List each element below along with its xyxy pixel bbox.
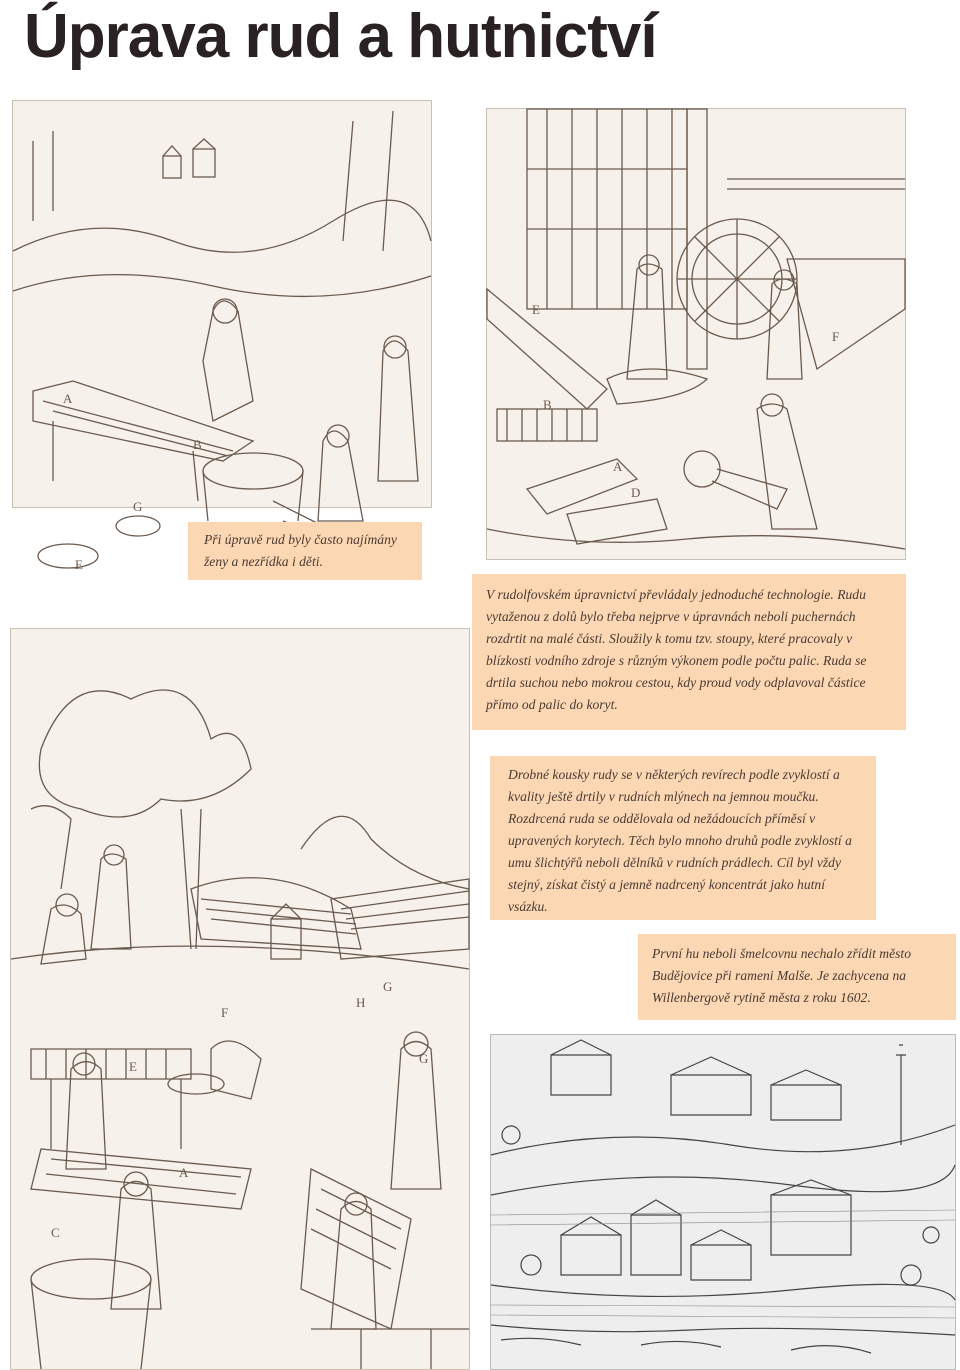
woodcut-label: A bbox=[613, 459, 623, 474]
woodcut-label: B bbox=[543, 397, 552, 412]
woodcut-label: G bbox=[133, 499, 143, 514]
woodcut-label: H bbox=[356, 995, 366, 1010]
woodcut-ore-mills bbox=[10, 628, 470, 1370]
woodcut-ore-mills-illustration bbox=[11, 629, 469, 1369]
woodcut-label: D bbox=[631, 485, 641, 500]
woodcut-stamp-mill-illustration bbox=[487, 109, 905, 559]
caption-technology: V rudolfovském úpravnictví převládaly jednoduché technologie. Rudu vytaženou z dolů bylo třeba nejprve v úpravnách neboli puchernách rozdrtit na malé části. Sloužily k tomu tzv. stoupy, které pracovaly v blízkosti vodního zdroje s různým výkonem podle počtu palic. Ruda se drtila suchou nebo mokrou cestou, kdy proud vody odplavoval částice přímo od palic do koryt. bbox=[472, 574, 906, 730]
woodcut-label: A bbox=[179, 1165, 189, 1180]
caption-ore-mills: Drobné kousky rudy se v některých revírech podle zvyklostí a kvality ještě drtily v rudních mlýnech na jemnou moučku. Rozdrcená ruda se oddělovala od nežádoucích příměsí v upravených korytech. Těch bylo mnoho druhů podle zvyklostí a umu šlichtýřů neboli dělníků v rudních prádlech. Cíl byl vždy stejný, získat čistý a jemně nadrcený koncentrát jako hutní vsázku. bbox=[490, 756, 876, 920]
woodcut-label: F bbox=[832, 329, 840, 344]
woodcut-stamp-mill bbox=[486, 108, 906, 560]
woodcut-label: E bbox=[532, 302, 540, 317]
engraving-willenberg-town bbox=[490, 1034, 956, 1370]
woodcut-label: C bbox=[51, 1225, 60, 1240]
caption-first-smelter: První hu neboli šmelcovnu nechalo zřídit město Budějovice při rameni Malše. Je zachycena na Willenbergově rytině města z roku 1602. bbox=[638, 934, 956, 1020]
engraving-willenberg-town-illustration bbox=[491, 1035, 955, 1369]
woodcut-label: F bbox=[221, 1005, 229, 1020]
woodcut-label: E bbox=[129, 1059, 137, 1074]
woodcut-label: E bbox=[75, 557, 83, 572]
woodcut-label: G bbox=[419, 1051, 429, 1066]
woodcut-label: A bbox=[63, 391, 73, 406]
woodcut-label: G bbox=[383, 979, 393, 994]
caption-women-children: Při úpravě rud byly často najímány ženy a nezřídka i děti. bbox=[188, 522, 422, 580]
page-title: Úprava rud a hutnictví bbox=[24, 2, 657, 71]
woodcut-label: B bbox=[193, 437, 202, 452]
